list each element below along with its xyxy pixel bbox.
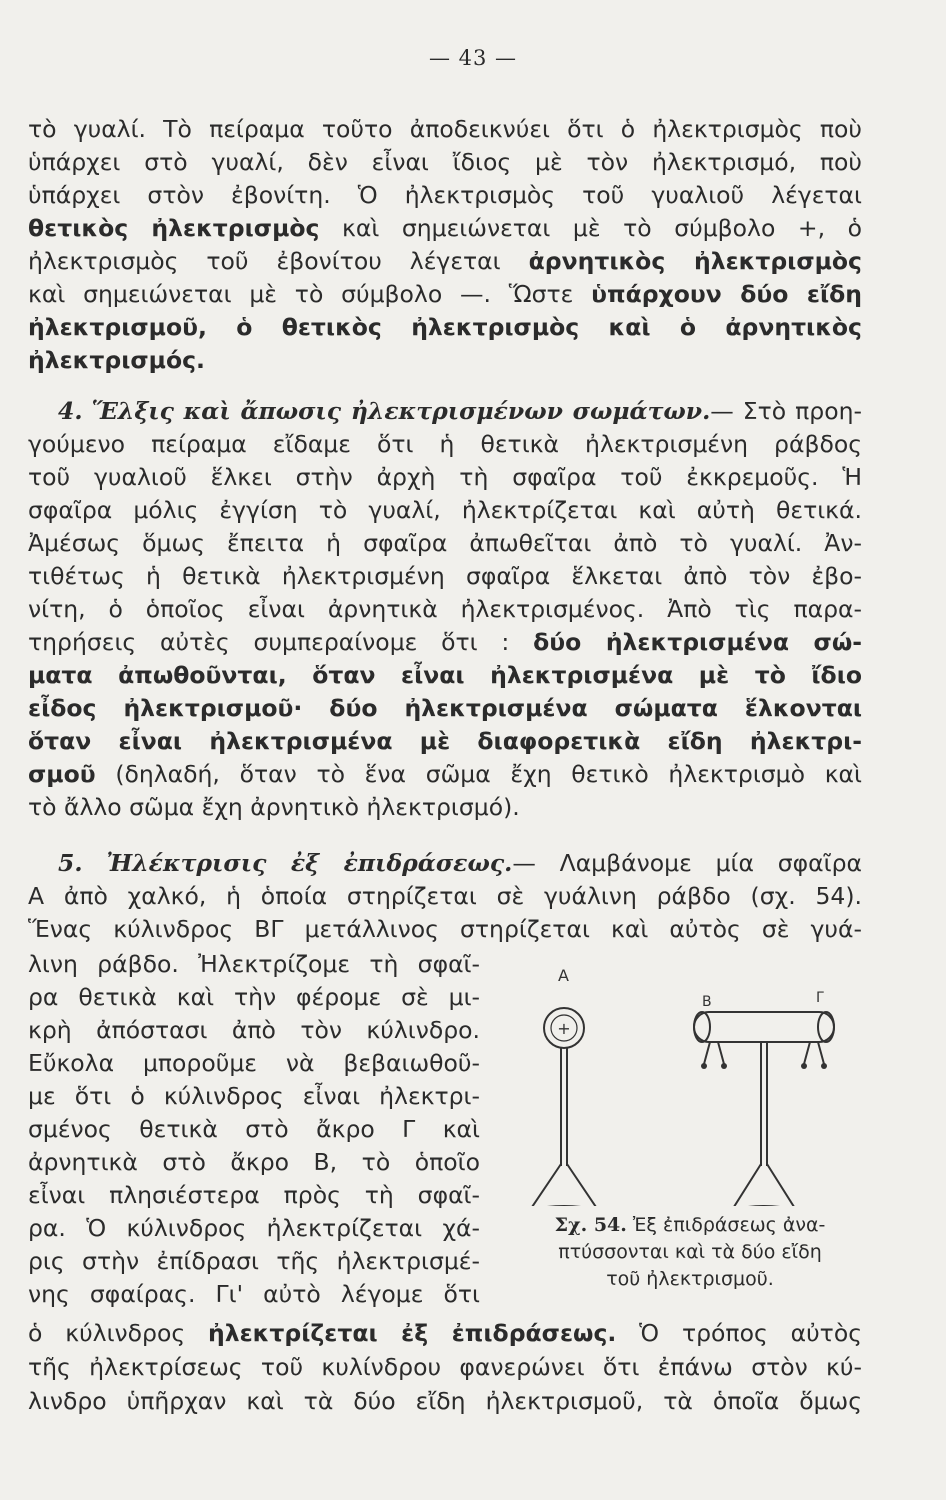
text-line: με ὅτι ὁ κύλινδρος εἶναι ἠλεκτρι- <box>28 1082 480 1110</box>
cylinder-bg-stand <box>694 1012 834 1206</box>
bold-term: σμοῦ <box>28 760 96 788</box>
section-heading: Ἕλξις καὶ ἄπωσις ἠλεκτρισμένων σωμάτων. <box>91 397 711 425</box>
text-line: τὸ γυαλί. Τὸ πείραμα τοῦτο ἀποδεικνύει ὅτι ὁ ἠλεκτρισμὸς ποὺ <box>28 115 862 143</box>
text-line <box>28 312 862 342</box>
section-number: 5. <box>58 849 83 877</box>
text-line: Ἕνας κύλινδρος ΒΓ μετάλλινος στηρίζεται καὶ αὐτὸς σὲ γυά- <box>28 915 862 943</box>
text-line: ἀρνητικὰ στὸ ἄκρο Β, τὸ ὁποῖο <box>28 1148 480 1176</box>
text-line: θετικὸς ἠλεκτρισμὸς καὶ σημειώνεται μὲ τὸ σύμβολο +, ὁ <box>28 214 862 242</box>
text-line: καὶ σημειώνεται μὲ τὸ σύμβολο —. Ὥστε ὑπάρχουν δύο εἴδη <box>28 280 862 308</box>
text-line: Α ἀπὸ χαλκό, ἡ ὁποία στηρίζεται σὲ γυάλινη ράβδο (σχ. 54). <box>28 882 862 910</box>
text-line: ὑπάρχει στὸν ἐβονίτη. Ὁ ἠλεκτρισμὸς τοῦ γυαλιοῦ λέγεται <box>28 181 862 209</box>
text-line <box>28 660 862 690</box>
text-line: νίτη, ὁ ὁποῖος εἶναι ἀρνητικὰ ἠλεκτρισμένος. Ἀπὸ τὶς παρα- <box>28 595 862 623</box>
section-5-heading-line: 5. Ἠλέκτρισις ἐξ ἐπιδράσεως.— Λαμβάνομε μία σφαῖρα <box>58 849 862 877</box>
text-line: ρα. Ὁ κύλινδρος ἠλεκτρίζεται χά- <box>28 1214 480 1242</box>
text-line: σμένος θετικὰ στὸ ἄκρο Γ καὶ <box>28 1115 480 1143</box>
text-line: σφαῖρα μόλις ἐγγίση τὸ γυαλί, ἠλεκτρίζεται καὶ αὐτὴ θετικά. <box>28 496 862 524</box>
text-line: ρα θετικὰ καὶ τὴν φέρομε σὲ μι- <box>28 983 480 1011</box>
text-line: τὸ ἄλλο σῶμα ἔχη ἀρνητικὸ ἠλεκτρισμό). <box>28 793 520 821</box>
text-line: γούμενο πείραμα εἴδαμε ὅτι ἡ θετικὰ ἠλεκτρισμένη ράβδος <box>28 430 862 458</box>
text-line: Εὔκολα μποροῦμε νὰ βεβαιωθοῦ- <box>28 1049 480 1077</box>
text-line <box>28 345 862 375</box>
label-b: Β <box>702 994 712 1010</box>
text-line: ὁ κύλινδρος ἠλεκτρίζεται ἐξ ἐπιδράσεως. Ὁ τρόπος αὐτὸς <box>28 1319 862 1347</box>
text-line: ρις στὴν ἐπίδρασι τῆς ἠλεκτρισμέ- <box>28 1247 480 1275</box>
text-line: τοῦ γυαλιοῦ ἕλκει στὴν ἀρχὴ τὴ σφαῖρα τοῦ ἐκκρεμοῦς. Ἡ <box>28 463 862 491</box>
text-line: τιθέτως ἡ θετικὰ ἠλεκτρισμένη σφαῖρα ἕλκεται ἀπὸ τὸν ἐβο- <box>28 562 862 590</box>
bold-term: ἠλεκτρίζεται ἐξ ἐπιδράσεως. <box>208 1319 617 1347</box>
caption-number: Σχ. 54. <box>554 1214 627 1236</box>
figure-caption: Σχ. 54. Ἐξ ἐπιδράσεως ἀνα- πτύσσονται καὶ τὰ δύο εἴδη τοῦ ἠλεκτρισμοῦ. <box>554 1214 826 1290</box>
text-line: Ἀμέσως ὅμως ἔπειτα ἡ σφαῖρα ἀπωθεῖται ἀπὸ τὸ γυαλί. Ἀν- <box>28 529 862 557</box>
text-line <box>28 726 862 756</box>
label-a: Α <box>558 966 569 985</box>
section-number: 4. <box>58 397 83 425</box>
text-line <box>28 693 862 723</box>
bold-term: ἠλεκτρισμοῦ, ὁ θετικὸς ἠλεκτρισμὸς καὶ ὁ ἀρνητικὸς <box>28 313 862 341</box>
bold-term: ἀρνητικὸς ἠλεκτρισμὸς <box>528 247 862 275</box>
bold-term: δύο ἠλεκτρισμένα σώ- <box>533 628 863 656</box>
text-line: εἶναι πλησιέστερα πρὸς τὴ σφαῖ- <box>28 1181 480 1209</box>
section-4-heading-line: 4. Ἕλξις καὶ ἄπωσις ἠλεκτρισμένων σωμάτων.— Στὸ προη- <box>58 397 862 425</box>
text-line: λινδρο ὑπῆρχαν καὶ τὰ δύο εἴδη ἠλεκτρισμοῦ, τὰ ὁποῖα ὅμως <box>28 1387 862 1415</box>
section-heading: Ἠλέκτρισις ἐξ ἐπιδράσεως. <box>106 849 513 877</box>
bold-term: ἠλεκτρισμός. <box>28 346 205 374</box>
text-line: λινη ράβδο. Ἠλεκτρίζομε τὴ σφαῖ- <box>28 950 480 978</box>
bold-term: εἶδος ἠλεκτρισμοῦ· δύο ἠλεκτρισμένα σώματα ἕλκονται <box>28 694 862 722</box>
figure-54-illustration <box>512 966 876 1206</box>
bold-term: ὅταν εἶναι ἠλεκτρισμένα μὲ διαφορετικὰ εἴδη ἠλεκτρι- <box>28 727 862 755</box>
text-line: τῆς ἠλεκτρίσεως τοῦ κυλίνδρου φανερώνει ὅτι ἐπάνω στὸν κύ- <box>28 1353 862 1381</box>
text-line: ἠλεκτρισμὸς τοῦ ἐβονίτου λέγεται ἀρνητικὸς ἠλεκτρισμὸς <box>28 247 862 275</box>
bold-term: ὑπάρχουν δύο εἴδη <box>591 280 862 308</box>
bold-term: θετικὸς ἠλεκτρισμὸς <box>28 214 320 242</box>
bold-term: ματα ἀπωθοῦνται, ὅταν εἶναι ἠλεκτρισμένα μὲ τὸ ἴδιο <box>28 661 862 689</box>
text-line: κρὴ ἀπόστασι ἀπὸ τὸν κύλινδρο. <box>28 1016 480 1044</box>
text-line: σμοῦ (δηλαδή, ὅταν τὸ ἕνα σῶμα ἔχη θετικὸ ἠλεκτρισμὸ καὶ <box>28 760 862 788</box>
text-line: νης σφαίρας. Γι' αὐτὸ λέγομε ὅτι <box>28 1280 480 1308</box>
plus-sign: + <box>557 1019 571 1038</box>
page-number: — 43 — <box>428 46 518 70</box>
text-line: τηρήσεις αὐτὲς συμπεραίνομε ὅτι : δύο ἠλεκτρισμένα σώ- <box>28 628 863 656</box>
label-g: Γ <box>816 990 824 1006</box>
text-line: ὑπάρχει στὸ γυαλί, δὲν εἶναι ἴδιος μὲ τὸν ἠλεκτρισμό, ποὺ <box>28 148 862 176</box>
